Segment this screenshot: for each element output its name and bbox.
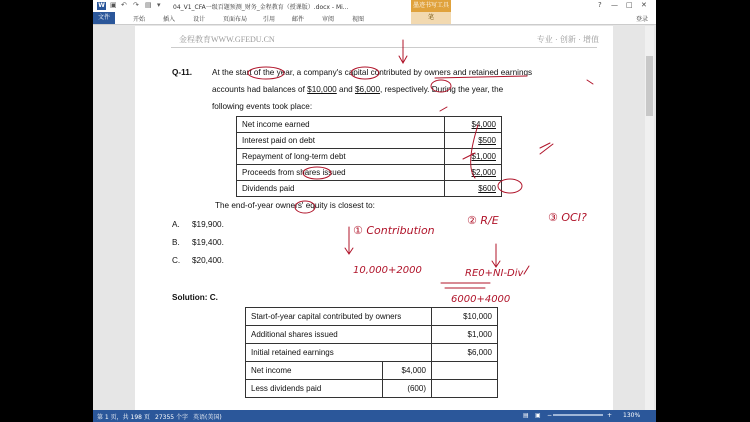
undo-icon[interactable]: ↶ — [121, 1, 127, 9]
tab-design[interactable]: 设计 — [193, 16, 206, 23]
read-mode-icon[interactable]: ▤ — [523, 412, 529, 419]
annotation-retained-earnings: ② R/E — [467, 214, 499, 227]
events-table — [236, 116, 502, 197]
status-bar — [93, 410, 656, 422]
table-row: Start-of-year capital contributed by owners $10,000 — [246, 308, 498, 326]
annotation-re-calc: 6000+4000 — [451, 294, 511, 305]
table-row: Interest paid on debt $500 — [237, 133, 502, 149]
word-logo-icon: W — [98, 2, 105, 9]
zoom-out-icon[interactable]: − — [547, 412, 553, 419]
tab-review[interactable]: 审阅 — [322, 16, 335, 23]
header-brand: 金程教育WWW.GFEDU.CN — [179, 35, 275, 44]
help-button[interactable]: ? — [598, 1, 602, 9]
tab-references[interactable]: 引用 — [263, 16, 276, 23]
document-page[interactable] — [135, 26, 613, 410]
annotation-contribution-calc: 10,000+2000 — [353, 265, 422, 276]
question-line-3: following events took place: — [212, 102, 313, 111]
annotation-re-formula: RE0+NI-Div — [465, 268, 524, 279]
ribbon-tabs — [93, 12, 656, 25]
annotation-oci: ③ OCI? — [548, 211, 587, 224]
question-line-2: accounts had balances of $10,000 and $6,000, respectively. During the year, the — [212, 85, 504, 94]
zoom-in-icon[interactable]: + — [607, 412, 613, 419]
table-row: Net income $4,000 — [246, 362, 498, 380]
sign-in-link[interactable]: 登录 — [635, 16, 648, 23]
page-indicator[interactable]: 第 1 页，共 198 页 — [97, 414, 150, 421]
print-icon[interactable]: ▤ — [145, 1, 152, 9]
question-number: Q-11. — [172, 68, 193, 77]
header-divider — [171, 47, 597, 48]
vertical-scrollbar[interactable] — [645, 26, 654, 410]
redo-icon[interactable]: ↷ — [133, 1, 139, 9]
table-row: Proceeds from shares issued $2,000 — [237, 165, 502, 181]
tab-mailings[interactable]: 邮件 — [292, 16, 305, 23]
language-indicator[interactable]: 英语(美国) — [193, 414, 222, 421]
annotation-contribution: ① Contribution — [353, 224, 435, 237]
option-a: A. $19,900. — [172, 220, 224, 229]
option-c: C. $20,400. — [172, 256, 224, 265]
minimize-button[interactable]: — — [611, 1, 618, 9]
word-count[interactable]: 27355 个字 — [155, 414, 188, 421]
save-icon[interactable]: ▣ — [110, 1, 117, 9]
close-button[interactable]: ✕ — [641, 1, 647, 9]
tab-layout[interactable]: 页面布局 — [223, 16, 248, 23]
solution-label: Solution: C. — [172, 293, 218, 302]
ink-tools-contextual-tab: 墨迹书写工具 — [411, 0, 451, 12]
zoom-slider[interactable] — [553, 414, 603, 416]
table-row: Initial retained earnings $6,000 — [246, 344, 498, 362]
option-b: B. $19,400. — [172, 238, 224, 247]
maximize-button[interactable]: □ — [626, 1, 633, 9]
tab-file[interactable]: 文件 — [93, 12, 115, 24]
question-line-1: At the start of the year, a company's capital contributed by owners and retained earnings — [212, 68, 533, 77]
table-row: Less dividends paid (600) — [246, 380, 498, 398]
scrollbar-thumb[interactable] — [646, 56, 653, 116]
tab-insert[interactable]: 插入 — [163, 16, 176, 23]
zoom-level[interactable]: 130% — [623, 412, 641, 419]
tab-pen[interactable]: 笔 — [411, 12, 451, 24]
table-row: Additional shares issued $1,000 — [246, 326, 498, 344]
table-row: Repayment of long-term debt $1,000 — [237, 149, 502, 165]
table-row: Dividends paid $600 — [237, 181, 502, 197]
header-slogan: 专业 · 创新 · 增值 — [536, 35, 599, 44]
tab-home[interactable]: 开始 — [133, 16, 146, 23]
word-window — [93, 0, 656, 422]
solution-table — [245, 307, 498, 398]
document-title: 04_V1_CFA一级百题预测_财务_金程教育（授课版）.docx - Mi... — [173, 4, 349, 11]
table-row: Net income earned $4,000 — [237, 117, 502, 133]
question-prompt: The end-of-year owners' equity is closest to: — [215, 201, 375, 210]
tab-view[interactable]: 视图 — [352, 16, 365, 23]
customize-icon[interactable]: ▾ — [157, 1, 161, 9]
print-layout-icon[interactable]: ▣ — [535, 412, 541, 419]
